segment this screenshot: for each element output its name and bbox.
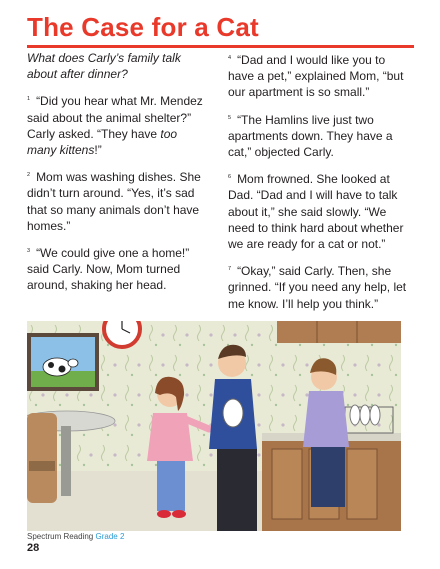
paragraph-number: 3 bbox=[27, 248, 31, 255]
page-title: The Case for a Cat bbox=[27, 12, 259, 42]
paragraph-5: $^5$ “The Hamlins live just two apartments down. They have a cat,” objected Carly. bbox=[228, 112, 393, 160]
emphasis: too many kittens bbox=[27, 126, 178, 158]
paragraph-number: 1 bbox=[27, 96, 31, 103]
footer-credit: Spectrum Reading Grade 2 bbox=[27, 532, 125, 541]
title-underline bbox=[27, 45, 414, 48]
left-column bbox=[27, 50, 209, 303]
paragraph-number: 5 bbox=[228, 114, 232, 121]
paragraph-4: $^4$ “Dad and I would like you to have a pet,” explained Mom, “but our apartment is so small.” bbox=[228, 53, 404, 100]
cow-picture-frame bbox=[27, 333, 99, 391]
paragraph-number: 6 bbox=[228, 174, 232, 181]
paragraph-3: $^3$ “We could give one a home!” said Carly. Now, Mom turned around, shaking her head. bbox=[27, 246, 190, 293]
paragraph-7: $^7$ “Okay,” said Carly. Then, she grinned. “If you need any help, let me know. I’ll help you think.” bbox=[228, 264, 407, 311]
grade-label: Grade 2 bbox=[95, 532, 125, 541]
page-number: 28 bbox=[27, 542, 40, 554]
paragraph-number: 4 bbox=[228, 55, 232, 61]
wall-clock bbox=[104, 321, 140, 347]
paragraph-number: 7 bbox=[228, 266, 232, 273]
paragraph-1: $^1$ “Did you hear what Mr. Mendez said about the animal shelter?” Carly asked. “They have too many kittens!” bbox=[27, 94, 203, 158]
kitchen-illustration bbox=[27, 321, 401, 531]
right-column bbox=[228, 50, 410, 321]
guiding-question: What does Carly’s family talk about after dinner? bbox=[27, 51, 181, 82]
paragraph-2: $^2$ Mom was washing dishes. She didn’t turn around. “Yes, it’s sad that so many animals don’t have homes.” bbox=[27, 170, 201, 233]
paragraph-6: $^6$ Mom frowned. She looked at Dad. “Dad and I will have to talk about it,” she said slowly. “We need to think hard about whether we are ready for a cat or not.” bbox=[228, 172, 404, 252]
paragraph-number: 2 bbox=[27, 172, 31, 179]
